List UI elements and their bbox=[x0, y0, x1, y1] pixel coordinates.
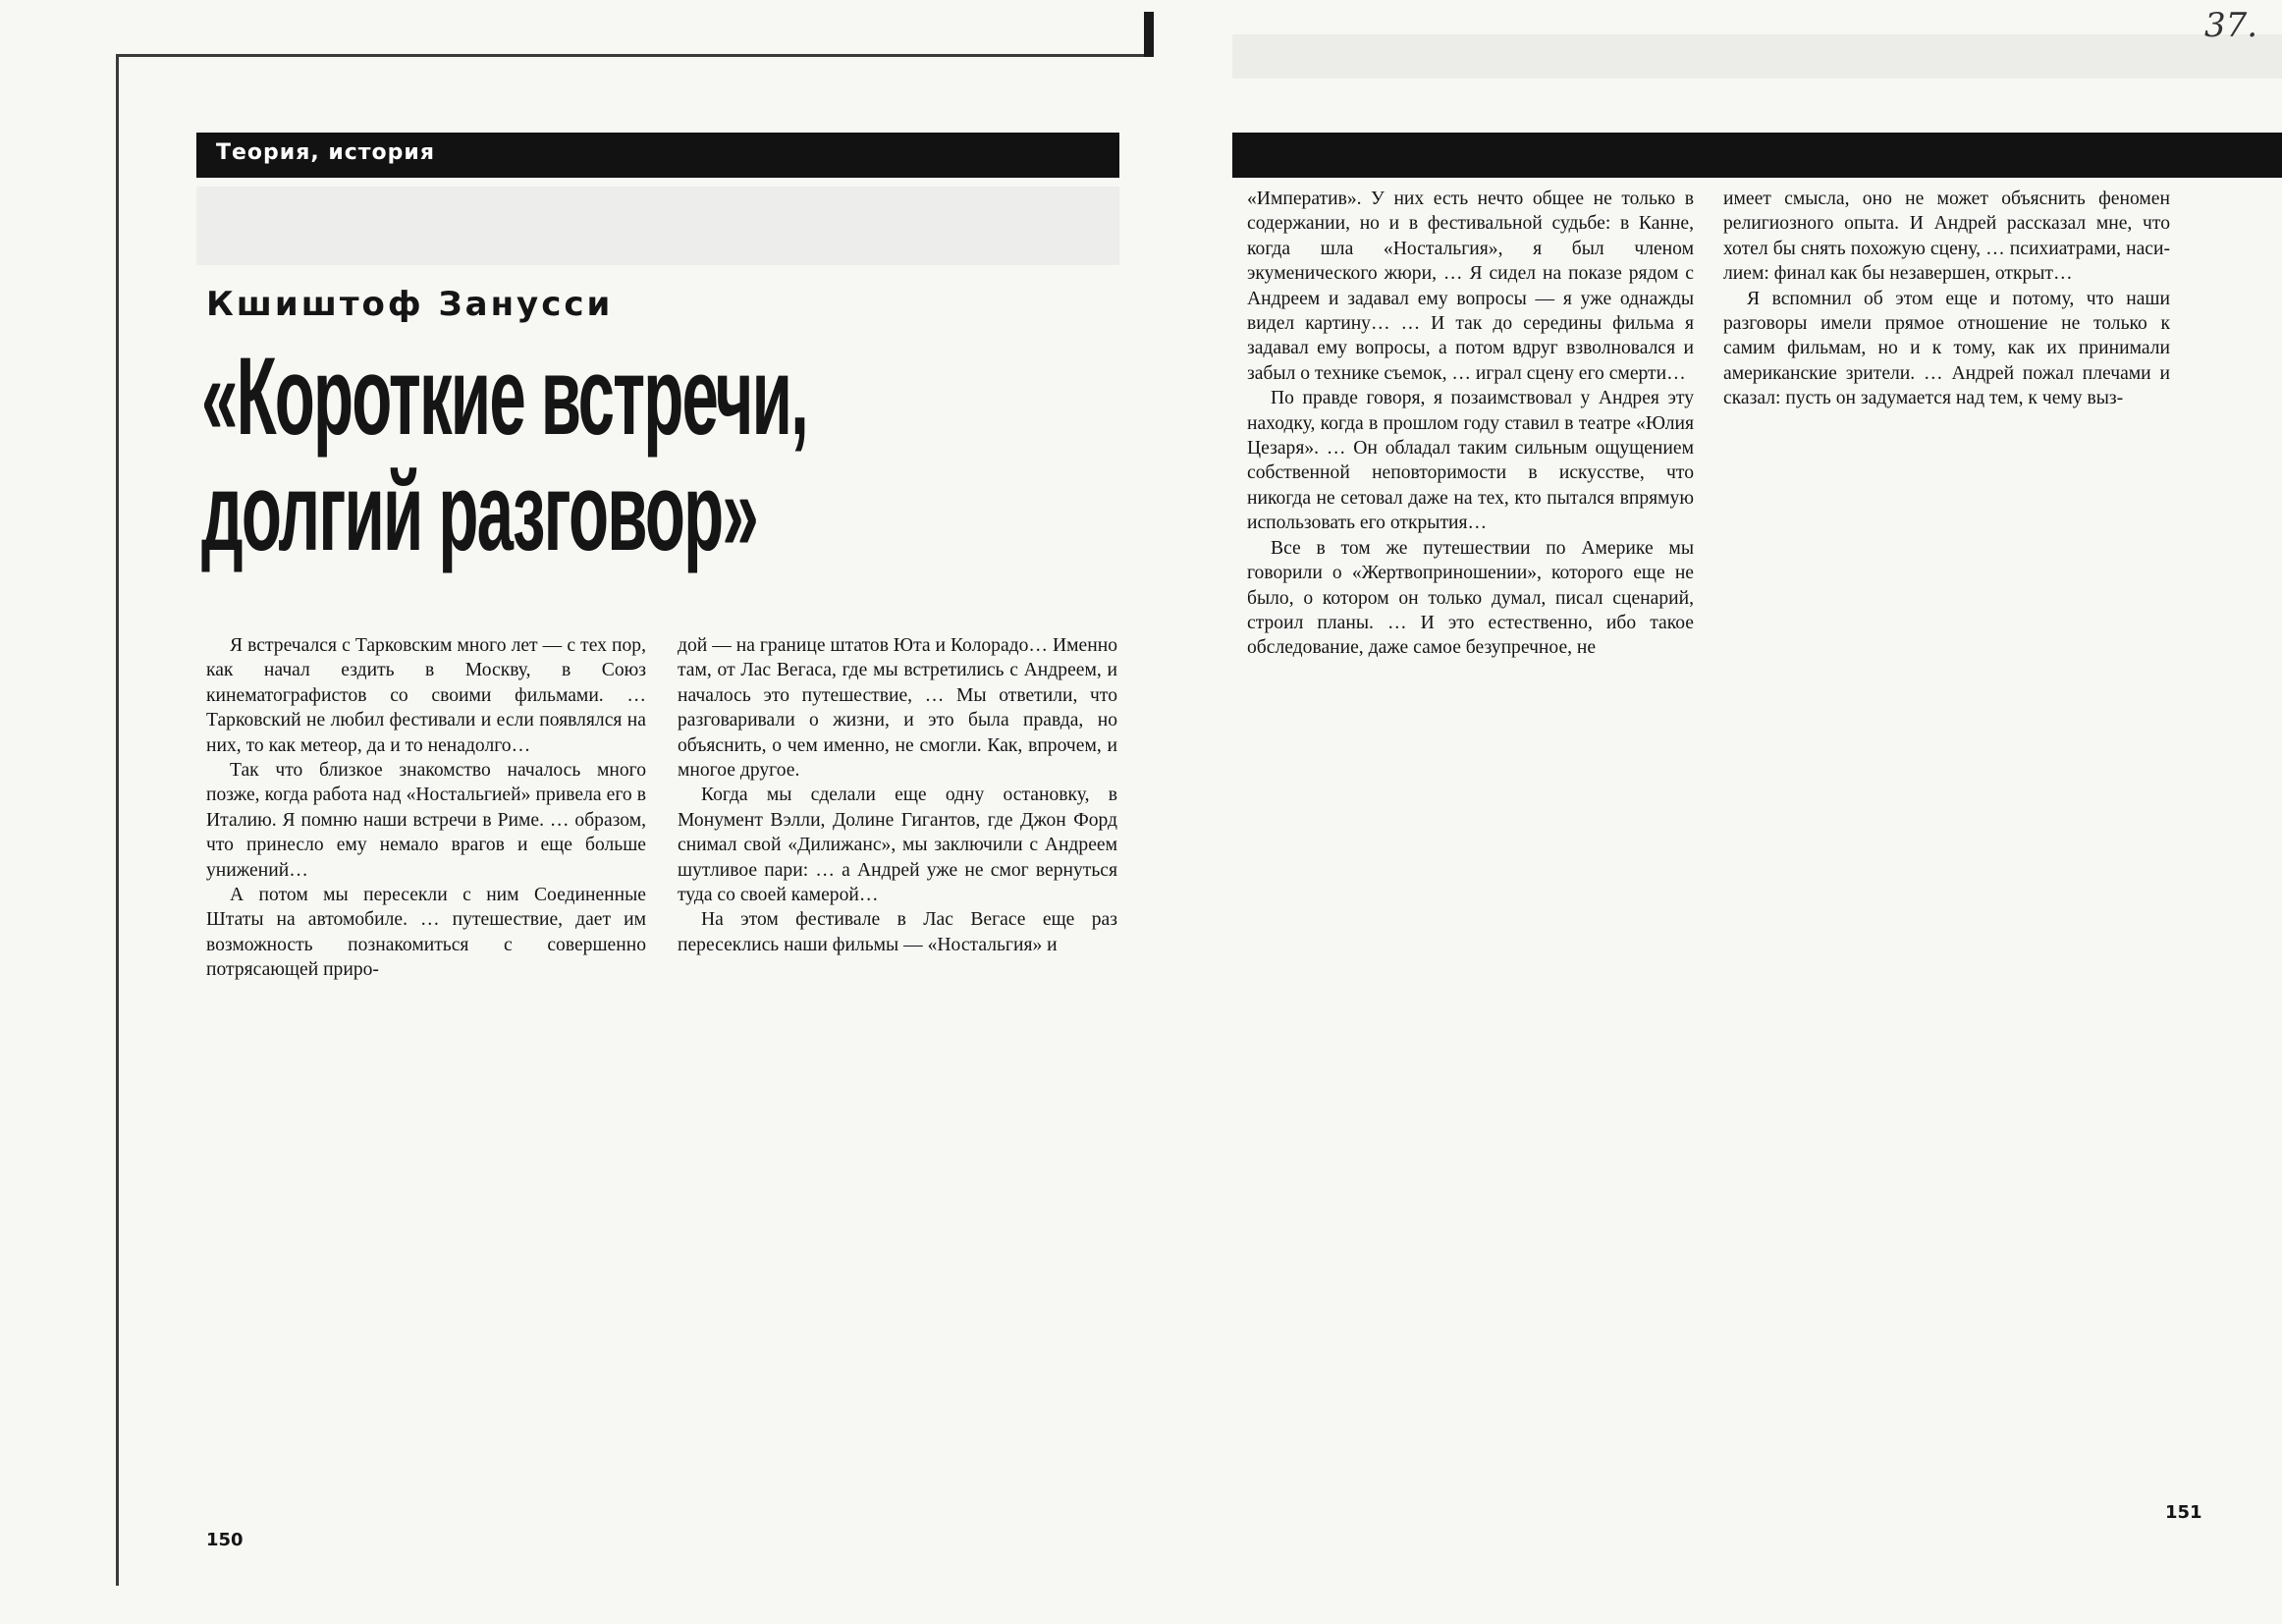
paragraph: На этом фестивале в Лас Вегасе еще раз пересеклись наши фильмы — «Ностальгия» и bbox=[678, 909, 1117, 955]
page-border-left bbox=[116, 54, 119, 1586]
text-column-2 bbox=[678, 633, 1117, 1546]
bleed-through-band bbox=[1232, 34, 2282, 79]
paragraph: Так что близкое знакомство началось много позже, когда работа над «Ностальгией» привела его в Италию. Я помню наши встречи в Риме. … образом, что принесло ему немало врагов и еще больше унижений… bbox=[206, 760, 646, 881]
article-author: Кшиштоф Занусси bbox=[206, 285, 614, 324]
title-line-1: «Короткие встречи, bbox=[201, 335, 808, 458]
paragraph: Все в том же путешествии по Америке мы говорили о «Жертвоприношении», которого еще не было, о котором он только думал, писал сценарий, строил планы. … И это естественно, ибо такое обследование, даже самое безупречное, не bbox=[1247, 537, 1694, 659]
section-header-bar bbox=[1232, 133, 2282, 178]
paragraph: дой — на границе штатов Юта и Колорадо… Именно там, от Лас Вегаса, где мы встретились с Андреем, и началось это путешествие, … Мы ответили, что разговаривали о жизни, и это была правда, но объяснить, о чем именно, не смогли. Как, впрочем, и многое другое. bbox=[678, 635, 1117, 782]
text-column-1 bbox=[206, 633, 646, 1546]
paragraph: «Императив». У них есть нечто общее не только в содержании, но и в фестивальной судьбе: в Канне, когда шла «Ностальгия», я был членом экуменического жюри, … Я сидел на показе рядом с Андреем и задавал ему вопросы — я уже однажды видел картину… … И так до середины фильма я задавал ему вопросы, а потом вдруг взволновался и забыл о технике съемок, … играл сцену его смерти… bbox=[1247, 189, 1694, 384]
paragraph: Я встречался с Тарковским много лет — с тех пор, как начал ездить в Москву, в Союз кинематографистов со своими фильмами. … Тарковский не любил фестивали и если появлялся на них, то как метеор, да и то ненадолго… bbox=[206, 635, 646, 756]
section-label: Теория, история bbox=[216, 140, 435, 165]
bleed-through-band bbox=[196, 187, 1119, 265]
paragraph: А потом мы пересекли с ним Соединенные Штаты на автомобиле. … путешествие, дает им возможность познакомиться с совершенно потрясающей приро- bbox=[206, 885, 646, 981]
page-border-top bbox=[116, 54, 1154, 57]
article-title bbox=[201, 335, 808, 573]
title-line-2: долгий разговор» bbox=[201, 451, 757, 573]
page-number: 151 bbox=[2165, 1502, 2202, 1523]
paragraph: Когда мы сделали еще одну остановку, в Монумент Вэлли, Долине Гигантов, где Джон Форд снимал свой «Дилижанс», мы заключили с Андреем шутливое пари: … а Андрей уже не смог вернуться туда со своей камерой… bbox=[678, 785, 1117, 906]
section-header-bar bbox=[196, 133, 1119, 178]
page-number: 150 bbox=[206, 1530, 244, 1550]
text-column-4 bbox=[1723, 187, 2170, 1551]
right-page bbox=[1154, 0, 2282, 1624]
handwritten-mark: 37. bbox=[2204, 6, 2258, 45]
paragraph: имеет смысла, оно не может объяснить феномен религиозного опыта. И Андрей рассказал мне, что хотел бы снять похожую сцену, … психиатрами, насилием: финал как бы незавершен, открыт… bbox=[1723, 189, 2170, 285]
paragraph: По правде говоря, я позаимствовал у Андрея эту находку, когда в прошлом году ставил в театре «Юлия Цезаря». … Он обладал таким сильным ощущением собственной неповторимости в искусстве, что никогда не сетовал даже на тех, кто пытался впрямую использовать его открытия… bbox=[1247, 388, 1694, 534]
paragraph: Я вспомнил об этом еще и потому, что наши разговоры имели прямое отношение не только к самим фильмам, но и к тому, как их принимали американские зрители. … Андрей пожал плечами и сказал: пусть он задумается над тем, к чему выз- bbox=[1723, 288, 2170, 409]
text-column-3 bbox=[1247, 187, 1694, 1551]
